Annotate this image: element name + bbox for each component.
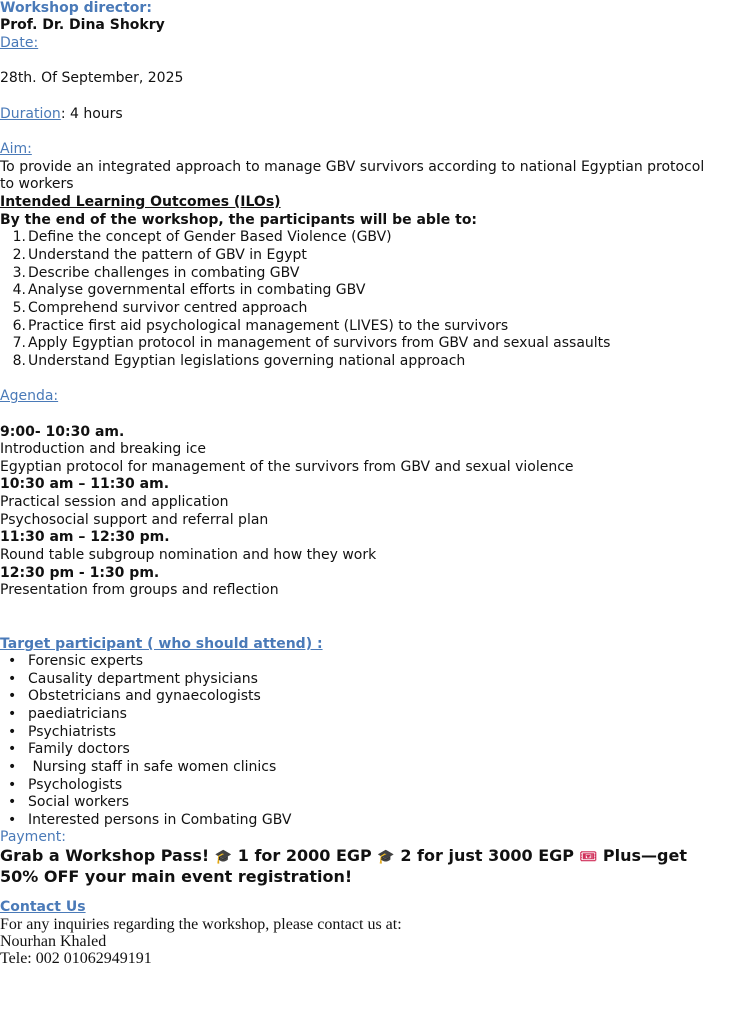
list-item-number: 7. [12,335,26,351]
director-name: Prof. Dr. Dina Shokry [0,17,165,33]
agenda-time: 11:30 am – 12:30 pm. [0,529,170,545]
ilos-intro: By the end of the workshop, the participants will be able to: [0,212,478,228]
list-item-number: 3. [12,265,26,281]
list-item: Family doctors [28,741,130,757]
bullet-icon: • [8,653,17,669]
bullet-icon: • [8,671,17,687]
agenda-time: 9:00- 10:30 am. [0,424,125,440]
list-item: Interested persons in Combating GBV [28,812,292,828]
list-item: Practice first aid psychological management (LIVES) to the survivors [28,318,509,334]
bullet-icon: • [8,724,17,740]
graduation-cap-icon: 🎓 [377,849,395,865]
ilos-heading: Intended Learning Outcomes (ILOs) [0,194,281,210]
graduation-cap-icon: 🎓 [214,849,233,865]
bullet-icon: • [8,812,17,828]
agenda-item: Psychosocial support and referral plan [0,512,269,528]
agenda-time: 12:30 pm - 1:30 pm. [0,565,160,581]
list-item-number: 2. [12,247,26,263]
payment-text: Grab a Workshop Pass! [0,846,215,865]
list-item: Psychiatrists [28,724,117,740]
contact-phone[interactable]: Tele: 002 01062949191 [0,950,152,967]
list-item: Social workers [28,794,130,810]
payment-label: Payment: [0,829,67,845]
agenda-label[interactable]: Agenda: [0,388,59,404]
payment-text: 2 for just 3000 EGP [394,846,580,865]
list-item: Nursing staff in safe women clinics [28,759,277,775]
list-item: Describe challenges in combating GBV [28,265,300,281]
date-label[interactable]: Date: [0,35,39,51]
list-item: Analyse governmental efforts in combating GBV [28,282,366,298]
list-item: Causality department physicians [28,671,258,687]
aim-text: To provide an integrated approach to manage GBV survivors according to national Egyptian protocol to workers [0,159,705,192]
contact-label[interactable]: Contact Us [0,899,86,915]
payment-text: Plus—get 50% OFF your main event registration! [0,846,687,886]
bullet-icon: • [8,706,17,722]
agenda-item: Practical session and application [0,494,229,510]
list-item-number: 6. [12,318,26,334]
aim-label[interactable]: Aim: [0,141,32,157]
director-label: Workshop director: [0,0,152,16]
duration-value: : 4 hours [60,106,123,122]
date-value: 28th. Of September, 2025 [0,70,184,86]
agenda-time: 10:30 am – 11:30 am. [0,476,170,492]
agenda-item: Introduction and breaking ice [0,441,206,457]
bullet-icon: • [8,794,17,810]
list-item-number: 1. [12,229,26,245]
bullet-icon: • [8,741,17,757]
list-item-number: 5. [12,300,26,316]
list-item: paediatricians [28,706,127,722]
list-item-number: 4. [12,282,26,298]
agenda-item: Round table subgroup nomination and how they work [0,547,377,563]
list-item-number: 8. [12,353,26,369]
list-item: Apply Egyptian protocol in management of survivors from GBV and sexual assaults [28,335,611,351]
list-item: Forensic experts [28,653,144,669]
list-item: Obstetricians and gynaecologists [28,688,261,704]
bullet-icon: • [8,759,17,775]
duration-line [0,106,123,123]
duration-label[interactable]: Duration [0,106,61,122]
agenda-item: Egyptian protocol for management of the survivors from GBV and sexual violence [0,459,574,475]
list-item: Comprehend survivor centred approach [28,300,308,316]
payment-offer [0,846,700,886]
list-item: Define the concept of Gender Based Violence (GBV) [28,229,392,245]
bullet-icon: • [8,777,17,793]
contact-name: Nourhan Khaled [0,933,107,950]
payment-text: 1 for 2000 EGP [232,846,378,865]
agenda-item: Presentation from groups and reflection [0,582,279,598]
bullet-icon: • [8,688,17,704]
target-label[interactable]: Target participant ( who should attend) : [0,636,323,652]
contact-line: For any inquiries regarding the workshop, please contact us at: [0,916,402,933]
list-item: Psychologists [28,777,123,793]
list-item: Understand the pattern of GBV in Egypt [28,247,307,263]
ticket-icon: 🎟 [579,849,598,865]
list-item: Understand Egyptian legislations governing national approach [28,353,466,369]
